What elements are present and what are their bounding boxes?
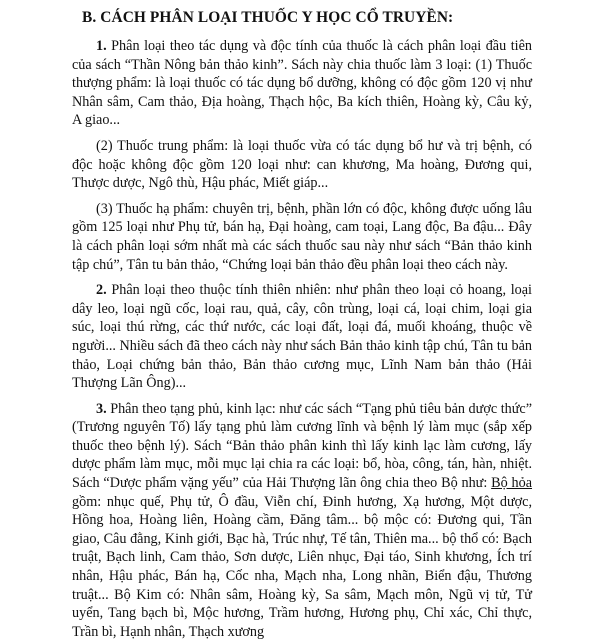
paragraph-number: 1. [96, 38, 107, 54]
paragraph-text: Phân loại theo tác dụng và độc tính của thuốc là cách phân loại đầu tiên của sách “Thần Nông bản thảo kinh”. Sách này chia thuốc làm 3 loại: (1) Thuốc thượng phẩm: là loại thuốc có tác dụng bổ dưỡng, không có độc gồm 120 vị như Nhân sâm, Cam thảo, Địa hoàng, Thạch hộc, Ba kích thiên, Hoàng kỳ, Câu kỷ, A giao... [72, 38, 532, 129]
paragraph-text: (3) Thuốc hạ phẩm: chuyên trị, bệnh, phần lớn có độc, không được uống lâu gồm 125 loại như Phụ tử, bán hạ, Đại hoàng, cam toại, Lang độc, Ba đậu... Đây là cách phân loại sớm nhất mà các sách thuốc sau này như sách “Bản thảo kinh tập chú”, Tân tu bản thảo, “Chứng loại bản thảo đều phân loại theo cách này. [72, 200, 532, 273]
paragraph-2 [72, 281, 532, 393]
paragraph-1b [72, 137, 532, 193]
paragraph-3 [72, 400, 532, 641]
paragraph-text: (2) Thuốc trung phẩm: là loại thuốc vừa có tác dụng bổ hư và trị bệnh, có độc hoặc không độc gồm 120 loại như: can khương, Ma hoàng, Đương qui, Thược dược, Ngô thù, Hậu phác, Miết giáp... [72, 137, 532, 192]
underlined-term: Bộ hỏa [491, 475, 533, 492]
paragraph-number: 2. [96, 282, 107, 299]
paragraph-number: 3. [96, 400, 107, 417]
section-heading: B. CÁCH PHÂN LOẠI THUỐC Y HỌC CỔ TRUYỀN: [82, 9, 454, 26]
paragraph-text: Phân theo tạng phủ, kinh lạc: như các sách “Tạng phủ tiêu bản dược thức” (Trương nguyên Tố) lấy tạng phủ làm cương lĩnh và bệnh lý làm mục (sắp xếp thuốc theo bệnh lý). Sách “Bản thảo phân kinh thì lấy kinh lạc làm cương, lấy dược phẩm làm mục, mỗi mục lại chia ra các loại: bổ, hòa, công, tán, hàn, nhiệt. Sách “Dược phẩm vặng yếu” của Hải Thượng lãn ông chia theo Bộ như: [72, 400, 533, 492]
paragraph-1c [72, 200, 532, 274]
paragraph-text-continued: gồm: nhục quế, Phụ tử, Ô đầu, Viễn chí, Đinh hương, Xạ hương, Một dược, Hồng hoa, Hoàng liên, Hoàng cầm, Đăng tâm... bộ mộc có: Đương qui, Tần giao, Câu đằng, Kinh giới, Bạc hà, Trúc nhự, Tế tân, Thiên ma... bộ thổ có: Bạch truật, Bạch linh, Cam thảo, Sơn dược, Liên nhục, Đại táo, Sinh khương, Ích trí nhân, Hậu phác, Bán hạ, Cốc nha, Mạch nha, Long nhãn, Biển đậu, Thương truật... Bộ Kim có: Nhân sâm, Hoàng kỳ, Sa sâm, Mạch môn, Ngũ vị tử, Tử uyển, Tang bạch bì, Mộc hương, Trầm hương, Hương phụ, Chỉ xác, Chỉ thực, Trần bì, Hạnh nhân, Thạch xương [72, 493, 532, 640]
paragraph-text: Phân loại theo thuộc tính thiên nhiên: như phân theo loại cỏ hoang, loại dây leo, loại ngũ cốc, loại rau, quả, cây, côn trùng, loại cá, loại chim, loại gia súc, loại thú rừng, các thứ nước, các loại đất, loại đá, muối khoáng, thuộc về người... Nhiều sách đã theo cách này như sách Bản thảo kinh tập chú, Tân tu bản thảo, Loại chứng bản thảo, Bản thảo cương mục, Lĩnh Nam bản thảo (Hải Thượng Lãn Ông)... [72, 282, 532, 392]
paragraph-1 [72, 37, 532, 130]
